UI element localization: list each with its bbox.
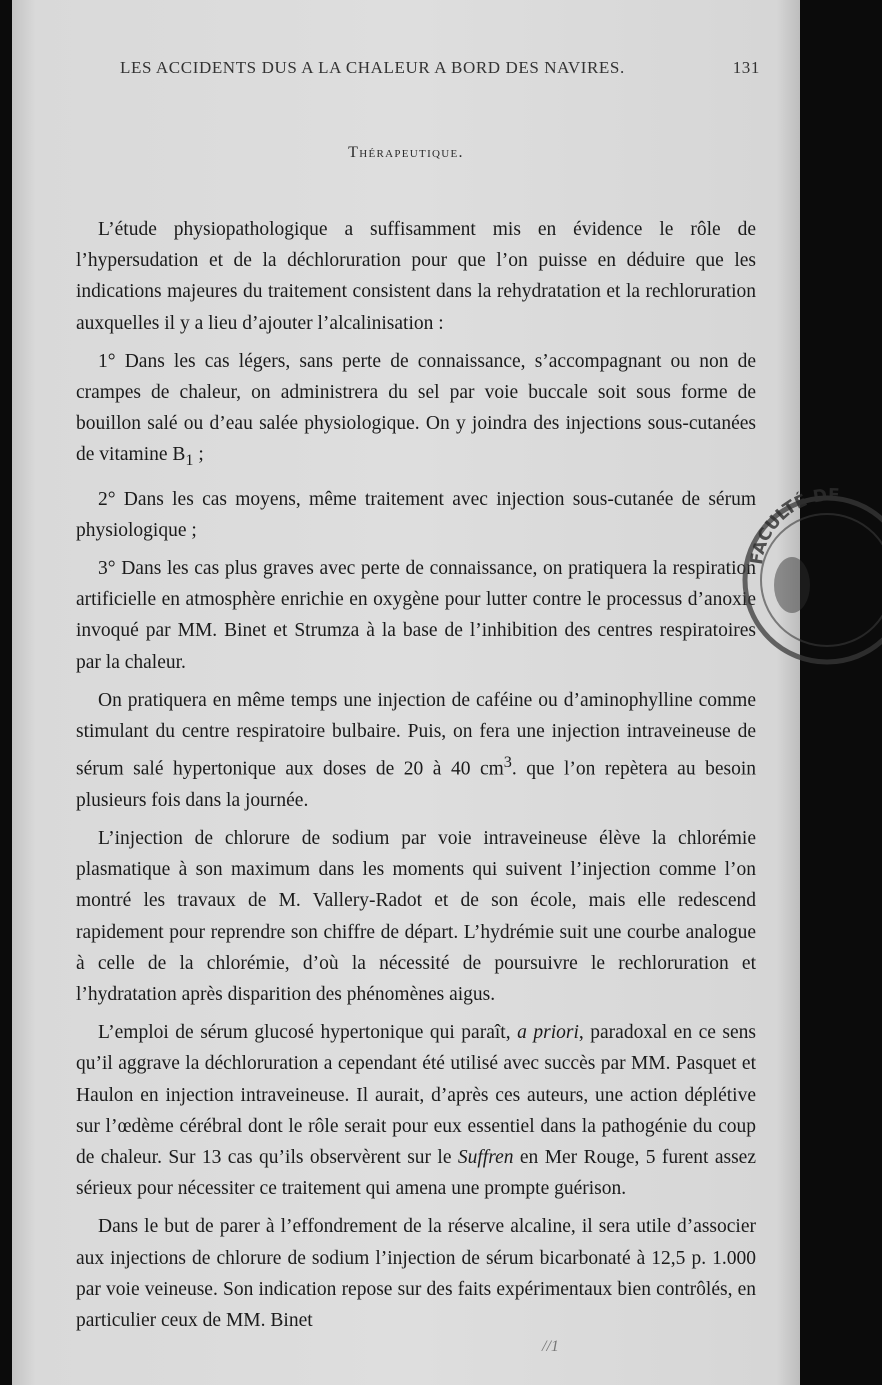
stamp-text: FACULTÉ DE <box>746 485 840 566</box>
paragraph: Dans le but de parer à l’effondrement de la réserve alcaline, il sera utile d’associer aux injections de chlorure de sodium l’injection de sérum bicarbonaté à 12,5 p. 1.000 par voie veineuse. Son indication repose sur des faits expérimentaux bien contrôlés, en particulier ceux de MM. Binet <box>76 1216 756 1332</box>
svg-text:FACULTÉ DE <box>747 485 840 566</box>
section-title: Thérapeutique. <box>348 144 464 161</box>
paragraph: 1° Dans les cas légers, sans perte de connaissance, s’accompagnant ou non de crampes de chaleur, on administrera du sel par voie buccale soit sous forme de bouillon salé ou d’eau salée physiologique. On y joindra des injections sous-cutanées de vitamine $B_1$ ; <box>76 350 756 470</box>
library-stamp <box>732 470 882 670</box>
scanned-page <box>12 0 840 1385</box>
paragraph: L’injection de chlorure de sodium par voie intraveineuse élève la chlorémie plasmatique à son maximum dans les moments qui suivent l’injection comme l’on montré les travaux de M. Vallery-Radot et de son école, mais elle redescend rapidement pour reprendre son chiffre de départ. L’hydrémie suit une courbe analogue à celle de la chlorémie, d’où la nécessité de poursuivre le rechloruration et l’hydratation après disparition des phénomènes aigus. <box>76 828 756 1006</box>
paragraph: 3° Dans les cas plus graves avec perte de connaissance, on pratiquera la respiration artificielle en atmosphère enrichie en oxygène pour lutter contre le processus d’anoxie invoqué par MM. Binet et Strumza à la base de l’inhibition des centres respiratoires par la chaleur. <box>76 557 756 673</box>
body-text <box>76 214 756 1343</box>
pencil-mark: //1 <box>542 1338 559 1355</box>
paragraph: L’étude physiopathologique a suffisamment mis en évidence le rôle de l’hypersudation et de la déchloruration pour que l’on puisse en déduire que les indications majeures du traitement consistent dans la rehydratation et la rechloruration auxquelles il y a lieu d’ajouter l’alcalinisation : <box>76 219 756 334</box>
paragraph: L’emploi de sérum glucosé hypertonique qui paraît, a priori, paradoxal en ce sens qu’il aggrave la déchloruration a cependant été utilisé avec succès par MM. Pasquet et Haulon en injection intraveineuse. Il aurait, d’après ces auteurs, une action déplétive sur l’œdème cérébral dont le rôle serait pour eux essentiel dans la pathogénie du coup de chaleur. Sur 13 cas qu’ils observèrent sur le Suffren en Mer Rouge, 5 furent assez sérieux pour nécessiter ce traitement qui amena une prompte guérison. <box>76 1022 756 1200</box>
paragraph: On pratiquera en même temps une injection de caféine ou d’aminophylline comme stimulant du centre respiratoire bulbaire. Puis, on fera une injection intraveineuse de sérum salé hypertonique aux doses de 20 à 40 $cm^3$. que l’on repètera au besoin plusieurs fois dans la journée. <box>76 689 756 811</box>
page-number: 131 <box>732 58 760 77</box>
paragraph: 2° Dans les cas moyens, même traitement avec injection sous-cutanée de sérum physiologique ; <box>76 488 756 541</box>
running-header <box>120 58 760 78</box>
running-title: LES ACCIDENTS DUS A LA CHALEUR A BORD DES NAVIRES. <box>120 58 625 77</box>
